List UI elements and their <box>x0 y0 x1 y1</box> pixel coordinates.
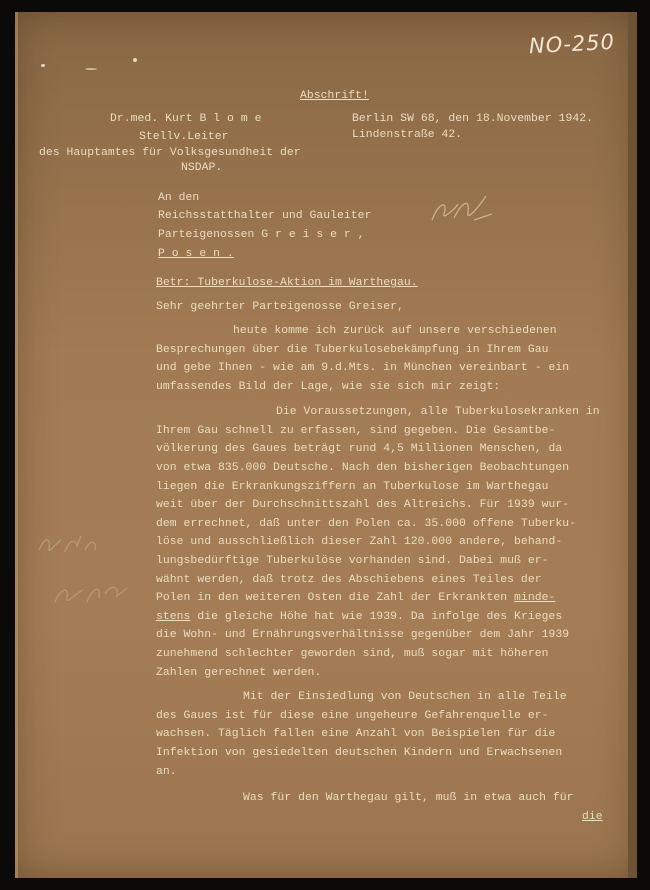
line-text: Polen in den weiteren Osten die Zahl der Erkrankten <box>156 592 515 604</box>
margin-handwriting <box>35 532 145 622</box>
emphasis-text: stens <box>156 611 191 623</box>
heading: Abschrift! <box>300 90 369 102</box>
archive-number: NO-250 <box>528 29 616 59</box>
paragraph-2-line <box>156 590 555 608</box>
paragraph-1-line: umfassendes Bild der Lage, wie sie sich mir zeigt: <box>156 381 501 393</box>
subject-line: Betr: Tuberkulose-Aktion im Warthegau. <box>156 277 418 289</box>
paragraph-2-line: die Wohn- und Ernährungsverhältnisse gegenüber dem Jahr 1939 <box>156 629 570 641</box>
document-page <box>15 12 637 878</box>
recipient-line: Parteigenossen G r e i s e r , <box>158 229 365 241</box>
paragraph-3-line: wachsen. Täglich fallen eine Anzahl von Beispielen für die <box>156 728 556 740</box>
paragraph-3-line: Mit der Einsiedlung von Deutschen in alle Teile <box>243 691 567 703</box>
paragraph-2-line <box>156 609 562 627</box>
paragraph-2-line: liegen die Erkrankungsziffern an Tuberkulose im Warthegau <box>156 481 549 493</box>
recipient-line: An den <box>158 192 200 204</box>
place-date: Berlin SW 68, den 18.November 1942. <box>352 113 593 125</box>
recipient-city: P o s e n . <box>158 248 234 260</box>
speck <box>85 68 97 70</box>
speck <box>41 64 45 67</box>
paragraph-2-line: löse und ausschließlich dieser Zahl 120.000 andere, behand- <box>156 536 563 548</box>
paragraph-2-line: Ihrem Gau schnell zu erfassen, sind gegeben. Die Gesamtbe- <box>156 425 556 437</box>
sender-name: Dr.med. Kurt B l o m e <box>110 113 262 125</box>
page-strip <box>628 12 637 878</box>
paragraph-2-line: völkerung des Gaues beträgt rund 4,5 Millionen Menschen, da <box>156 443 563 455</box>
paragraph-2-line: Zahlen gerechnet werden. <box>156 667 322 679</box>
handwritten-paraph <box>430 190 500 230</box>
sender-party: NSDAP. <box>181 162 223 174</box>
continuation-word: die <box>582 811 603 823</box>
paragraph-2-line: lungsbedürftige Tuberkulöse vorhanden sind. Dabei muß er- <box>156 555 549 567</box>
paragraph-3-line: Infektion von gesiedelten deutschen Kindern und Erwachsenen <box>156 747 563 759</box>
paragraph-4-line: Was für den Warthegau gilt, muß in etwa auch für <box>243 792 574 804</box>
line-text: die gleiche Höhe hat wie 1939. Da infolge des Krieges <box>190 611 563 623</box>
speck <box>133 58 137 62</box>
page-edge <box>15 12 18 878</box>
recipient-line: Reichsstatthalter und Gauleiter <box>158 210 372 222</box>
street-address: Lindenstraße 42. <box>352 129 463 141</box>
paragraph-2-line: dem errechnet, daß unter den Polen ca. 35.000 offene Tuberku- <box>156 518 577 530</box>
sender-title: Stellv.Leiter <box>139 131 229 143</box>
paragraph-2-line: zunehmend schlechter geworden sind, muß sogar mit höheren <box>156 648 549 660</box>
paragraph-2-line: Die Voraussetzungen, alle Tuberkulosekranken in <box>276 406 600 418</box>
sender-office: des Hauptamtes für Volksgesundheit der <box>39 147 301 159</box>
paragraph-2-line: wähnt werden, daß trotz des Abschiebens eines Teiles der <box>156 574 542 586</box>
paragraph-1-line: heute komme ich zurück auf unsere verschiedenen <box>233 325 557 337</box>
paragraph-2-line: weit über der Durchschnittszahl des Altreichs. Für 1939 wur- <box>156 499 570 511</box>
paragraph-3-line: des Gaues ist für diese eine ungeheure Gefahrenquelle er- <box>156 710 549 722</box>
salutation: Sehr geehrter Parteigenosse Greiser, <box>156 301 404 313</box>
paragraph-2-line: von etwa 835.000 Deutsche. Nach den bisherigen Beobachtungen <box>156 462 570 474</box>
emphasis-text: minde- <box>514 592 556 604</box>
paragraph-1-line: und gebe Ihnen - wie am 9.d.Mts. in München vereinbart - ein <box>156 362 570 374</box>
paragraph-1-line: Besprechungen über die Tuberkulosebekämpfung in Ihrem Gau <box>156 344 549 356</box>
paragraph-3-line: an. <box>156 766 177 778</box>
